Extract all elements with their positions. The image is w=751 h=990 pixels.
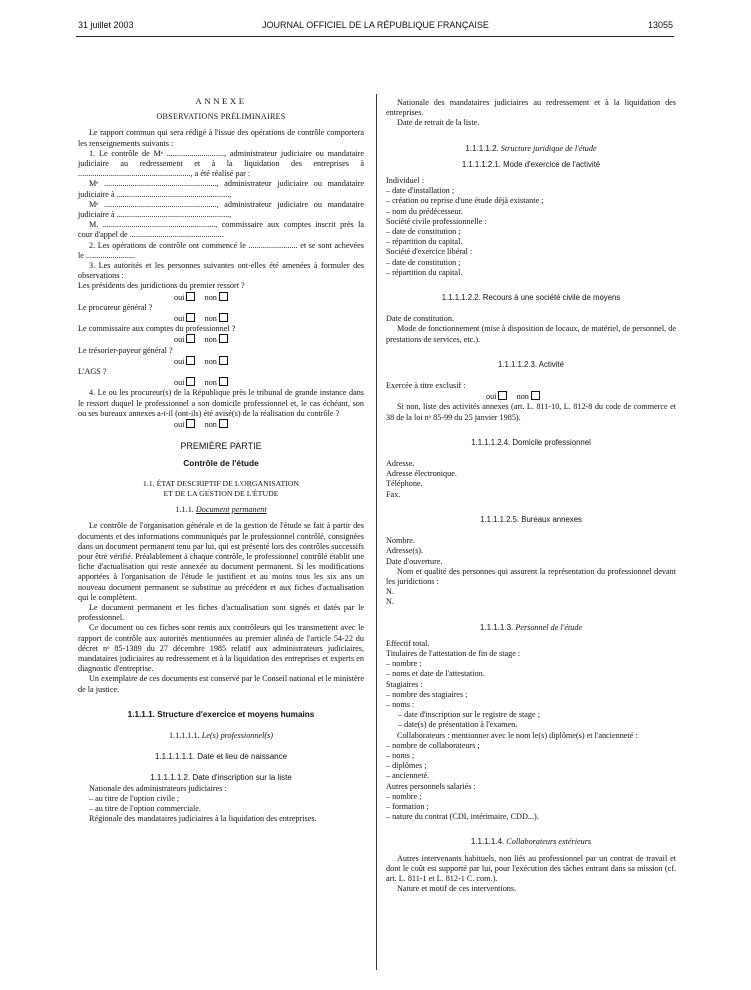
no-checkbox[interactable] <box>219 292 228 301</box>
intro-paragraph: Le rapport commun qui sera rédigé à l'issue des opérations de contrôle comportera les renseignements suivants : <box>78 128 364 148</box>
yes-checkbox[interactable] <box>186 419 195 428</box>
adresses: Adresse(s). <box>386 546 424 556</box>
question-ags: L'AGS ? <box>78 367 107 377</box>
adresse: Adresse. <box>386 459 415 469</box>
yes-checkbox[interactable] <box>186 356 195 365</box>
section-1-1-line-1: 1.1. ÉTAT DESCRIPTIF DE L'ORGANISATION <box>142 478 300 488</box>
observations-heading: OBSERVATIONS PRÉLIMINAIRES <box>156 112 286 122</box>
section-personnel: 1.1.1.1.3. Personnel de l'étude <box>479 622 583 632</box>
list-item: – date(s) de présentation à l'examen. <box>398 720 518 730</box>
journal-title: JOURNAL OFFICIEL DE LA RÉPUBLIQUE FRANÇAISE <box>262 20 489 30</box>
option-commerciale: – au titre de l'option commerciale. <box>89 803 201 813</box>
mode-fonctionnement: Mode de fonctionnement (mise à disposition de locaux, de matériel, de personnel, de prestations de services, etc.). <box>386 324 676 344</box>
yes-no-row: oui non <box>386 391 676 402</box>
section-date-lieu-naissance: 1.1.1.1.1.1. Date et lieu de naissance <box>154 752 288 762</box>
list-item: – noms : <box>386 699 415 709</box>
part-one-subheading: Contrôle de l'étude <box>183 457 259 468</box>
stagiaires: Stagiaires : <box>386 679 423 689</box>
list-item: – formation ; <box>386 801 429 811</box>
yes-checkbox[interactable] <box>186 334 195 343</box>
nombre: Nombre. <box>386 536 415 546</box>
section-date-inscription: 1.1.1.1.1.2. Date d'inscription sur la liste <box>150 773 292 783</box>
paragraph-exemplaire: Un exemplaire de ces documents est conservé par le Conseil national et le ministère de la justice. <box>78 674 364 694</box>
question-tresorier: Le trésorier-payeur général ? <box>78 345 173 355</box>
section-1-1-1-1-1-heading: 1.1.1.1.1. Le(s) professionnel(s) <box>168 730 274 740</box>
nationale-mandataires: Nationale des mandataires judiciaires au redressement et à la liquidation des entreprises. <box>386 98 676 118</box>
paragraph-signature: Le document permanent et les fiches d'actualisation sont signés et datés par le professionnel. <box>78 602 364 623</box>
no-checkbox[interactable] <box>531 391 540 400</box>
autres-intervenants: Autres intervenants habituels, non liés au professionnel par un contrat de travail et dont le coût est supporté par lui, pour l'exécution des tâches entrant dans sa mission (cf. art. L. 811-1 et L. 812-1 C. com.). <box>386 853 676 883</box>
section-structure-juridique: 1.1.1.1.2. Structure juridique de l'étude <box>465 143 597 153</box>
yes-checkbox[interactable] <box>498 391 507 400</box>
list-item: – ancienneté. <box>386 771 430 781</box>
activites-annexes: Si non, liste des activités annexes (art. L. 811-10, L. 812-8 du code de commerce et 38 de la loi nᵒ 85-99 du 25 janvier 1985). <box>386 402 676 422</box>
list-item: – nom du prédécesseur. <box>386 206 463 216</box>
list-item: – date de constitution ; <box>386 227 461 237</box>
list-item: – répartition du capital. <box>386 237 463 247</box>
yes-checkbox[interactable] <box>186 377 195 386</box>
section-domicile: 1.1.1.1.2.4. Domicile professionnel <box>471 437 591 447</box>
list-item: – noms ; <box>386 750 415 760</box>
page-header <box>0 20 751 34</box>
list-item: – création ou reprise d'une étude déjà existante ; <box>386 196 544 206</box>
list-item: – noms et date de l'attestation. <box>386 669 485 679</box>
question-procureur: Le procureur général ? <box>78 302 153 312</box>
date-retrait: Date de retrait de la liste. <box>397 118 480 128</box>
no-checkbox[interactable] <box>219 377 228 386</box>
list-item: – date d'inscription sur le registre de stage ; <box>398 710 540 720</box>
list-item: – date d'installation ; <box>386 186 455 196</box>
exercee-exclusif: Exercée à titre exclusif : <box>386 381 466 391</box>
date-constitution: Date de constitution. <box>386 314 454 324</box>
no-checkbox[interactable] <box>219 313 228 322</box>
list-item: – nombre ; <box>386 791 422 801</box>
no-checkbox[interactable] <box>219 334 228 343</box>
yes-checkbox[interactable] <box>186 292 195 301</box>
regionale-mandataires: Régionale des mandataires judiciaires à la liquidation des entreprises. <box>89 814 317 824</box>
section-activite: 1.1.1.1.2.3. Activité <box>498 359 564 369</box>
auditor-line: M. ......................................................., commissaire aux comptes inscrit près la cour d'appel de .............................................. <box>78 220 364 240</box>
list-item: – nombre des stagiaires ; <box>386 689 468 699</box>
section-1-1-1-heading: 1.1.1. Document permanent <box>175 505 267 515</box>
scp-label: Société civile professionnelle : <box>386 216 487 226</box>
no-checkbox[interactable] <box>219 419 228 428</box>
yes-no-row: oui non <box>78 377 364 388</box>
no-checkbox[interactable] <box>219 356 228 365</box>
list-item: – répartition du capital. <box>386 267 463 277</box>
telephone: Téléphone. <box>386 479 423 489</box>
yes-checkbox[interactable] <box>186 313 195 322</box>
option-civile: – au titre de l'option civile ; <box>89 793 180 803</box>
list-item: – nature du contrat (CDI, intérimaire, CDD...). <box>386 812 539 822</box>
annexe-heading: ANNEXE <box>195 96 247 106</box>
controller-line-1: Mᵉ ......................................................., administrateur judiciaire ou mandataire judiciaire à ......................................................., <box>78 179 364 199</box>
header-date: 31 juillet 2003 <box>78 20 134 30</box>
n-line: N. <box>386 597 394 607</box>
yes-no-row: oui non <box>78 313 364 324</box>
sel-label: Société d'exercice libéral : <box>386 247 473 257</box>
paragraph-transmission: Ce document ou ces fiches sont remis aux contrôleurs qui les transmettent avec le rapport de contrôle aux autorités mentionnées au premier alinéa de l'article 54-22 du décret nᵒ 85-1389 du 27 décembre 1985 relatif aux administrateurs judiciaires, mandataires judiciaires au redressement et à la liquidation des entreprises et experts en diagnostic d'entreprise. <box>78 623 364 674</box>
effectif-total: Effectif total. <box>386 638 430 648</box>
section-mode-exercice: 1.1.1.1.2.1. Mode d'exercice de l'activité <box>461 159 601 169</box>
left-column <box>78 96 364 824</box>
section-societe-moyens: 1.1.1.1.2.2. Recours à une société civile de moyens <box>441 293 621 303</box>
nom-qualite: Nom et qualité des personnes qui assurent la représentation du professionnel devant les juridictions : <box>386 566 676 586</box>
page-number: 13055 <box>647 20 673 30</box>
date-ouverture: Date d'ouverture. <box>386 556 443 566</box>
item-3: 3. Les autorités et les personnes suivantes ont-elles été amenées à formuler des observations : <box>78 261 364 281</box>
list-item: – nombre de collaborateurs ; <box>386 740 480 750</box>
collaborateurs: Collaborateurs : mentionner avec le nom le(s) diplôme(s) et l'ancienneté : <box>397 730 638 740</box>
item-2: 2. Les opérations de contrôle ont commencé le ........................ et se sont achevées le ........................ <box>78 240 364 260</box>
question-commissaire: Le commissaire aux comptes du professionnel ? <box>78 324 236 334</box>
column-divider <box>376 94 377 970</box>
fax: Fax. <box>386 489 401 499</box>
item-4: 4. Le ou les procureur(s) de la République près le tribunal de grande instance dans le ressort duquel le professionnel a son domicile professionnel et, le cas échéant, son ou ses bureaux annexes a-t-il (ont-ils) été avisé(s) de la réalisation du contrôle ? <box>78 388 364 418</box>
n-line: N. <box>386 587 394 597</box>
individuel-label: Individuel : <box>386 176 424 186</box>
section-1-1-1-1-heading: 1.1.1.1. Structure d'exercice et moyens humains <box>127 709 315 719</box>
list-item: – nombre ; <box>386 659 422 669</box>
question-presidents: Les présidents des juridictions du premier ressort ? <box>78 281 245 291</box>
section-collaborateurs-exterieurs: 1.1.1.1.4. Collaborateurs extérieurs <box>470 837 592 847</box>
part-one-heading: PREMIÈRE PARTIE <box>180 441 262 452</box>
paragraph-document-permanent: Le contrôle de l'organisation générale et de la gestion de l'étude se fait à partir des documents et des informations communiqués par le professionnel contrôlé, consignées dans un document permanent tenu par lui, qui est présenté lors des contrôles successifs pour être vérifié. Préalablement à chaque contrôle, le professionnel contrôlé établit une fiche d'actualisation qui reste annexée au document permanent. Si les modifications apportées à l'organisation de l'étude le justifient et au moins tous les six ans un nouveau document permanent se substitue au précédent et aux fiches d'actualisation qui le complètent. <box>78 521 364 602</box>
nationale-admin: Nationale des administrateurs judiciaires : <box>89 783 227 793</box>
item-1: 1. Le contrôle de Mᵉ ............................, administrateur judiciaire ou mandataire judiciaire au redressement et à la liquidation des entreprises à ......................................................., a été réalisé par : <box>78 148 364 179</box>
controller-line-2: Mᵉ ......................................................., administrateur judiciaire ou mandataire judiciaire à ......................................................., <box>78 199 364 220</box>
yes-no-row: oui non <box>78 356 364 367</box>
right-column <box>386 98 676 894</box>
autres-personnels: Autres personnels salariés : <box>386 781 476 791</box>
section-bureaux-annexes: 1.1.1.1.2.5. Bureaux annexes <box>480 514 582 524</box>
section-1-1-line-2: ET DE LA GESTION DE L'ÉTUDE <box>163 488 279 498</box>
list-item: – diplômes ; <box>386 761 427 771</box>
titulaires: Titulaires de l'attestation de fin de stage : <box>386 648 521 658</box>
list-item: – date de constitution ; <box>386 257 461 267</box>
adresse-electronique: Adresse électronique. <box>386 469 457 479</box>
nature-motif: Nature et motif de ces interventions. <box>397 884 517 894</box>
yes-no-row: oui non <box>78 292 364 303</box>
yes-no-row: oui non <box>78 419 364 430</box>
yes-no-row: oui non <box>78 334 364 345</box>
header-rule <box>76 36 674 37</box>
